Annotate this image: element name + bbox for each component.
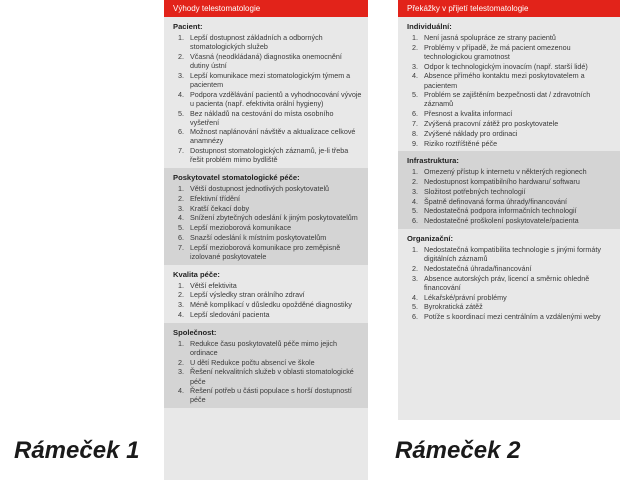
item-number: 3. <box>178 367 184 377</box>
box2-section <box>398 229 620 325</box>
numbered-list <box>173 339 362 405</box>
item-text: Lepší mezioborová komunikace <box>190 223 292 233</box>
list-item <box>407 302 614 311</box>
item-text: Zvýšené náklady pro ordinaci <box>424 128 518 138</box>
list-item <box>407 129 614 138</box>
item-text: Lepší výsledky stran orálního zdraví <box>190 290 305 300</box>
item-number: 6. <box>178 127 184 137</box>
item-text: Nedostatečná podpora informačních technologií <box>424 206 577 216</box>
item-number: 2. <box>412 263 418 273</box>
list-item <box>173 243 362 261</box>
list-item <box>407 139 614 148</box>
item-number: 1. <box>412 167 418 177</box>
item-number: 4. <box>178 213 184 223</box>
item-number: 2. <box>412 177 418 187</box>
item-number: 4. <box>412 292 418 302</box>
list-item <box>407 206 614 215</box>
box2-section <box>398 17 620 151</box>
item-number: 1. <box>178 280 184 290</box>
item-number: 6. <box>412 109 418 119</box>
list-item <box>173 223 362 232</box>
item-text: Zvýšená pracovní zátěž pro poskytovatele <box>424 118 559 128</box>
item-text: Problém se zajištěním bezpečnosti dat / zdravotních záznamů <box>424 90 591 109</box>
item-text: Snížení zbytečných odeslání k jiným poskytovatelům <box>190 213 358 223</box>
box1-section <box>164 168 368 265</box>
list-item <box>173 33 362 51</box>
section-title: Společnost: <box>173 327 217 337</box>
list-item <box>407 293 614 302</box>
item-text: Byrokratická zátěž <box>424 302 483 312</box>
item-text: Přesnost a kvalita informací <box>424 109 513 119</box>
box1-title: Výhody telestomatologie <box>164 0 368 17</box>
box2-section <box>398 151 620 229</box>
item-number: 5. <box>412 302 418 312</box>
item-number: 1. <box>178 33 184 42</box>
item-number: 8. <box>412 128 418 138</box>
item-text: Možnost naplánování návštěv a aktualizace celkové anamnézy <box>190 127 356 146</box>
list-item <box>407 245 614 263</box>
item-text: Absence přímého kontaktu mezi poskytovatelem a pacientem <box>424 71 585 90</box>
item-text: Větší dostupnost jednotlivých poskytovatelů <box>190 184 330 194</box>
item-number: 5. <box>178 108 184 118</box>
item-number: 2. <box>412 42 418 52</box>
list-item <box>407 167 614 176</box>
item-text: Redukce času poskytovatelů péče mimo jejich ordinace <box>190 338 338 357</box>
item-text: Efektivní třídění <box>190 193 240 203</box>
box2-title: Překážky v přijetí telestomatologie <box>398 0 620 17</box>
item-number: 1. <box>178 184 184 194</box>
item-number: 3. <box>178 70 184 80</box>
list-item <box>407 187 614 196</box>
section-title: Pacient: <box>173 22 203 31</box>
item-text: Složitost potřebných technologií <box>424 186 526 196</box>
item-number: 1. <box>178 338 184 348</box>
item-text: Lepší mezioborová komunikace pro zeměpisně izolované poskytovatele <box>190 242 341 261</box>
item-text: Není jasná spolupráce ze strany pacientů <box>424 33 556 42</box>
item-text: Riziko roztříštěné péče <box>424 138 498 148</box>
item-number: 5. <box>412 206 418 216</box>
item-number: 3. <box>178 300 184 310</box>
item-text: Nedostatečná kompatibilita technologie s jinými formáty digitálních záznamů <box>424 245 601 264</box>
item-number: 4. <box>412 196 418 206</box>
list-item <box>407 71 614 89</box>
item-text: Řešení nekvalitních služeb v oblasti stomatologické péče <box>190 367 354 386</box>
box1-section <box>164 17 368 168</box>
item-number: 3. <box>178 203 184 213</box>
list-item <box>407 216 614 225</box>
item-number: 6. <box>412 216 418 226</box>
item-text: Nedostupnost kompatibilního hardwaru/ softwaru <box>424 177 580 187</box>
item-number: 1. <box>412 33 418 42</box>
list-item <box>173 184 362 193</box>
item-number: 3. <box>412 61 418 71</box>
list-item <box>173 109 362 127</box>
item-text: Dostupnost stomatologických záznamů, je-li třeba řešit problém mimo bydliště <box>190 146 349 165</box>
list-item <box>173 233 362 242</box>
list-item <box>173 204 362 213</box>
section-title: Individuální: <box>407 22 452 31</box>
list-item <box>407 109 614 118</box>
item-text: Bez nákladů na cestování do místa osobního vyšetření <box>190 108 334 127</box>
list-item <box>173 386 362 404</box>
item-number: 6. <box>412 312 418 322</box>
box1-section <box>164 265 368 323</box>
item-number: 5. <box>178 223 184 233</box>
list-item <box>407 33 614 42</box>
list-item <box>407 264 614 273</box>
list-item <box>173 213 362 222</box>
item-number: 2. <box>178 357 184 367</box>
item-text: Absence autorských práv, licencí a směrnic ohledně financování <box>424 273 590 292</box>
item-number: 7. <box>412 118 418 128</box>
section-title: Kvalita péče: <box>173 269 220 279</box>
item-number: 6. <box>178 233 184 243</box>
item-number: 4. <box>178 386 184 396</box>
item-number: 7. <box>178 146 184 156</box>
item-text: Lepší dostupnost základních a odborných stomatologických služeb <box>190 33 323 52</box>
item-text: Méně komplikací v důsledku opožděné diagnostiky <box>190 300 352 310</box>
item-text: Nedostatečné proškolení poskytovatele/pacienta <box>424 216 579 226</box>
list-item <box>407 90 614 108</box>
numbered-list <box>173 281 362 319</box>
item-text: U dětí Redukce počtu absencí ve škole <box>190 357 315 367</box>
list-item <box>173 194 362 203</box>
item-text: Špatně definovaná forma úhrady/financování <box>424 196 568 206</box>
item-text: Řešení potřeb u části populace s horší dostupností péče <box>190 386 352 405</box>
item-number: 2. <box>178 290 184 300</box>
numbered-list <box>173 184 362 261</box>
item-number: 5. <box>412 90 418 100</box>
item-number: 2. <box>178 51 184 61</box>
item-text: Odpor k technologickým inovacím (např. starší lidé) <box>424 61 588 71</box>
section-title: Infrastruktura: <box>407 156 459 166</box>
item-text: Lékařské/právní problémy <box>424 292 507 302</box>
item-text: Včasná (neodkládaná) diagnostika onemocnění dutiny ústní <box>190 51 342 70</box>
item-text: Lepší sledování pacienta <box>190 310 270 320</box>
item-number: 3. <box>412 273 418 283</box>
list-item <box>173 290 362 299</box>
list-item <box>407 119 614 128</box>
item-number: 1. <box>412 245 418 254</box>
item-text: Větší efektivita <box>190 280 237 290</box>
numbered-list <box>407 245 614 321</box>
item-number: 4. <box>412 71 418 81</box>
list-item <box>407 197 614 206</box>
item-text: Problémy v případě, že má pacient omezenou technologickou gramotnost <box>424 42 571 61</box>
box2-panel <box>398 0 620 420</box>
list-item <box>173 300 362 309</box>
box1-panel <box>164 0 368 480</box>
list-item <box>407 177 614 186</box>
section-title: Poskytovatel stomatologické péče: <box>173 173 300 183</box>
list-item <box>173 90 362 108</box>
box1-section <box>164 323 368 408</box>
item-number: 9. <box>412 138 418 148</box>
list-item <box>173 310 362 319</box>
box2-caption: Rámeček 2 <box>395 437 521 464</box>
item-number: 4. <box>178 89 184 99</box>
section-title: Organizační: <box>407 234 453 243</box>
list-item <box>407 62 614 71</box>
list-item <box>407 312 614 321</box>
list-item <box>173 281 362 290</box>
box2-sections <box>398 17 620 325</box>
numbered-list <box>407 33 614 148</box>
item-text: Kratší čekací doby <box>190 203 250 213</box>
numbered-list <box>173 33 362 164</box>
list-item <box>173 52 362 70</box>
box1-sections <box>164 17 368 408</box>
list-item <box>173 358 362 367</box>
item-text: Omezený přístup k internetu v některých regionech <box>424 167 587 177</box>
item-text: Podpora vzdělávání pacientů a vyhodnocování vývoje u pacienta (např. efektivita orální hygieny) <box>190 89 362 108</box>
list-item <box>407 274 614 292</box>
list-item <box>173 367 362 385</box>
item-text: Snazší odeslání k místním poskytovatelům <box>190 233 327 243</box>
box1-caption: Rámeček 1 <box>14 437 140 464</box>
item-text: Lepší komunikace mezi stomatologickým týmem a pacientem <box>190 70 351 89</box>
list-item <box>173 71 362 89</box>
item-number: 3. <box>412 186 418 196</box>
item-number: 2. <box>178 193 184 203</box>
list-item <box>173 127 362 145</box>
item-text: Nedostatečná úhrada/financování <box>424 263 532 273</box>
item-number: 4. <box>178 310 184 320</box>
list-item <box>173 339 362 357</box>
item-text: Potíže s koordinací mezi centrálním a vzdálenými weby <box>424 312 601 322</box>
numbered-list <box>407 167 614 225</box>
list-item <box>173 146 362 164</box>
item-number: 7. <box>178 242 184 252</box>
list-item <box>407 43 614 61</box>
